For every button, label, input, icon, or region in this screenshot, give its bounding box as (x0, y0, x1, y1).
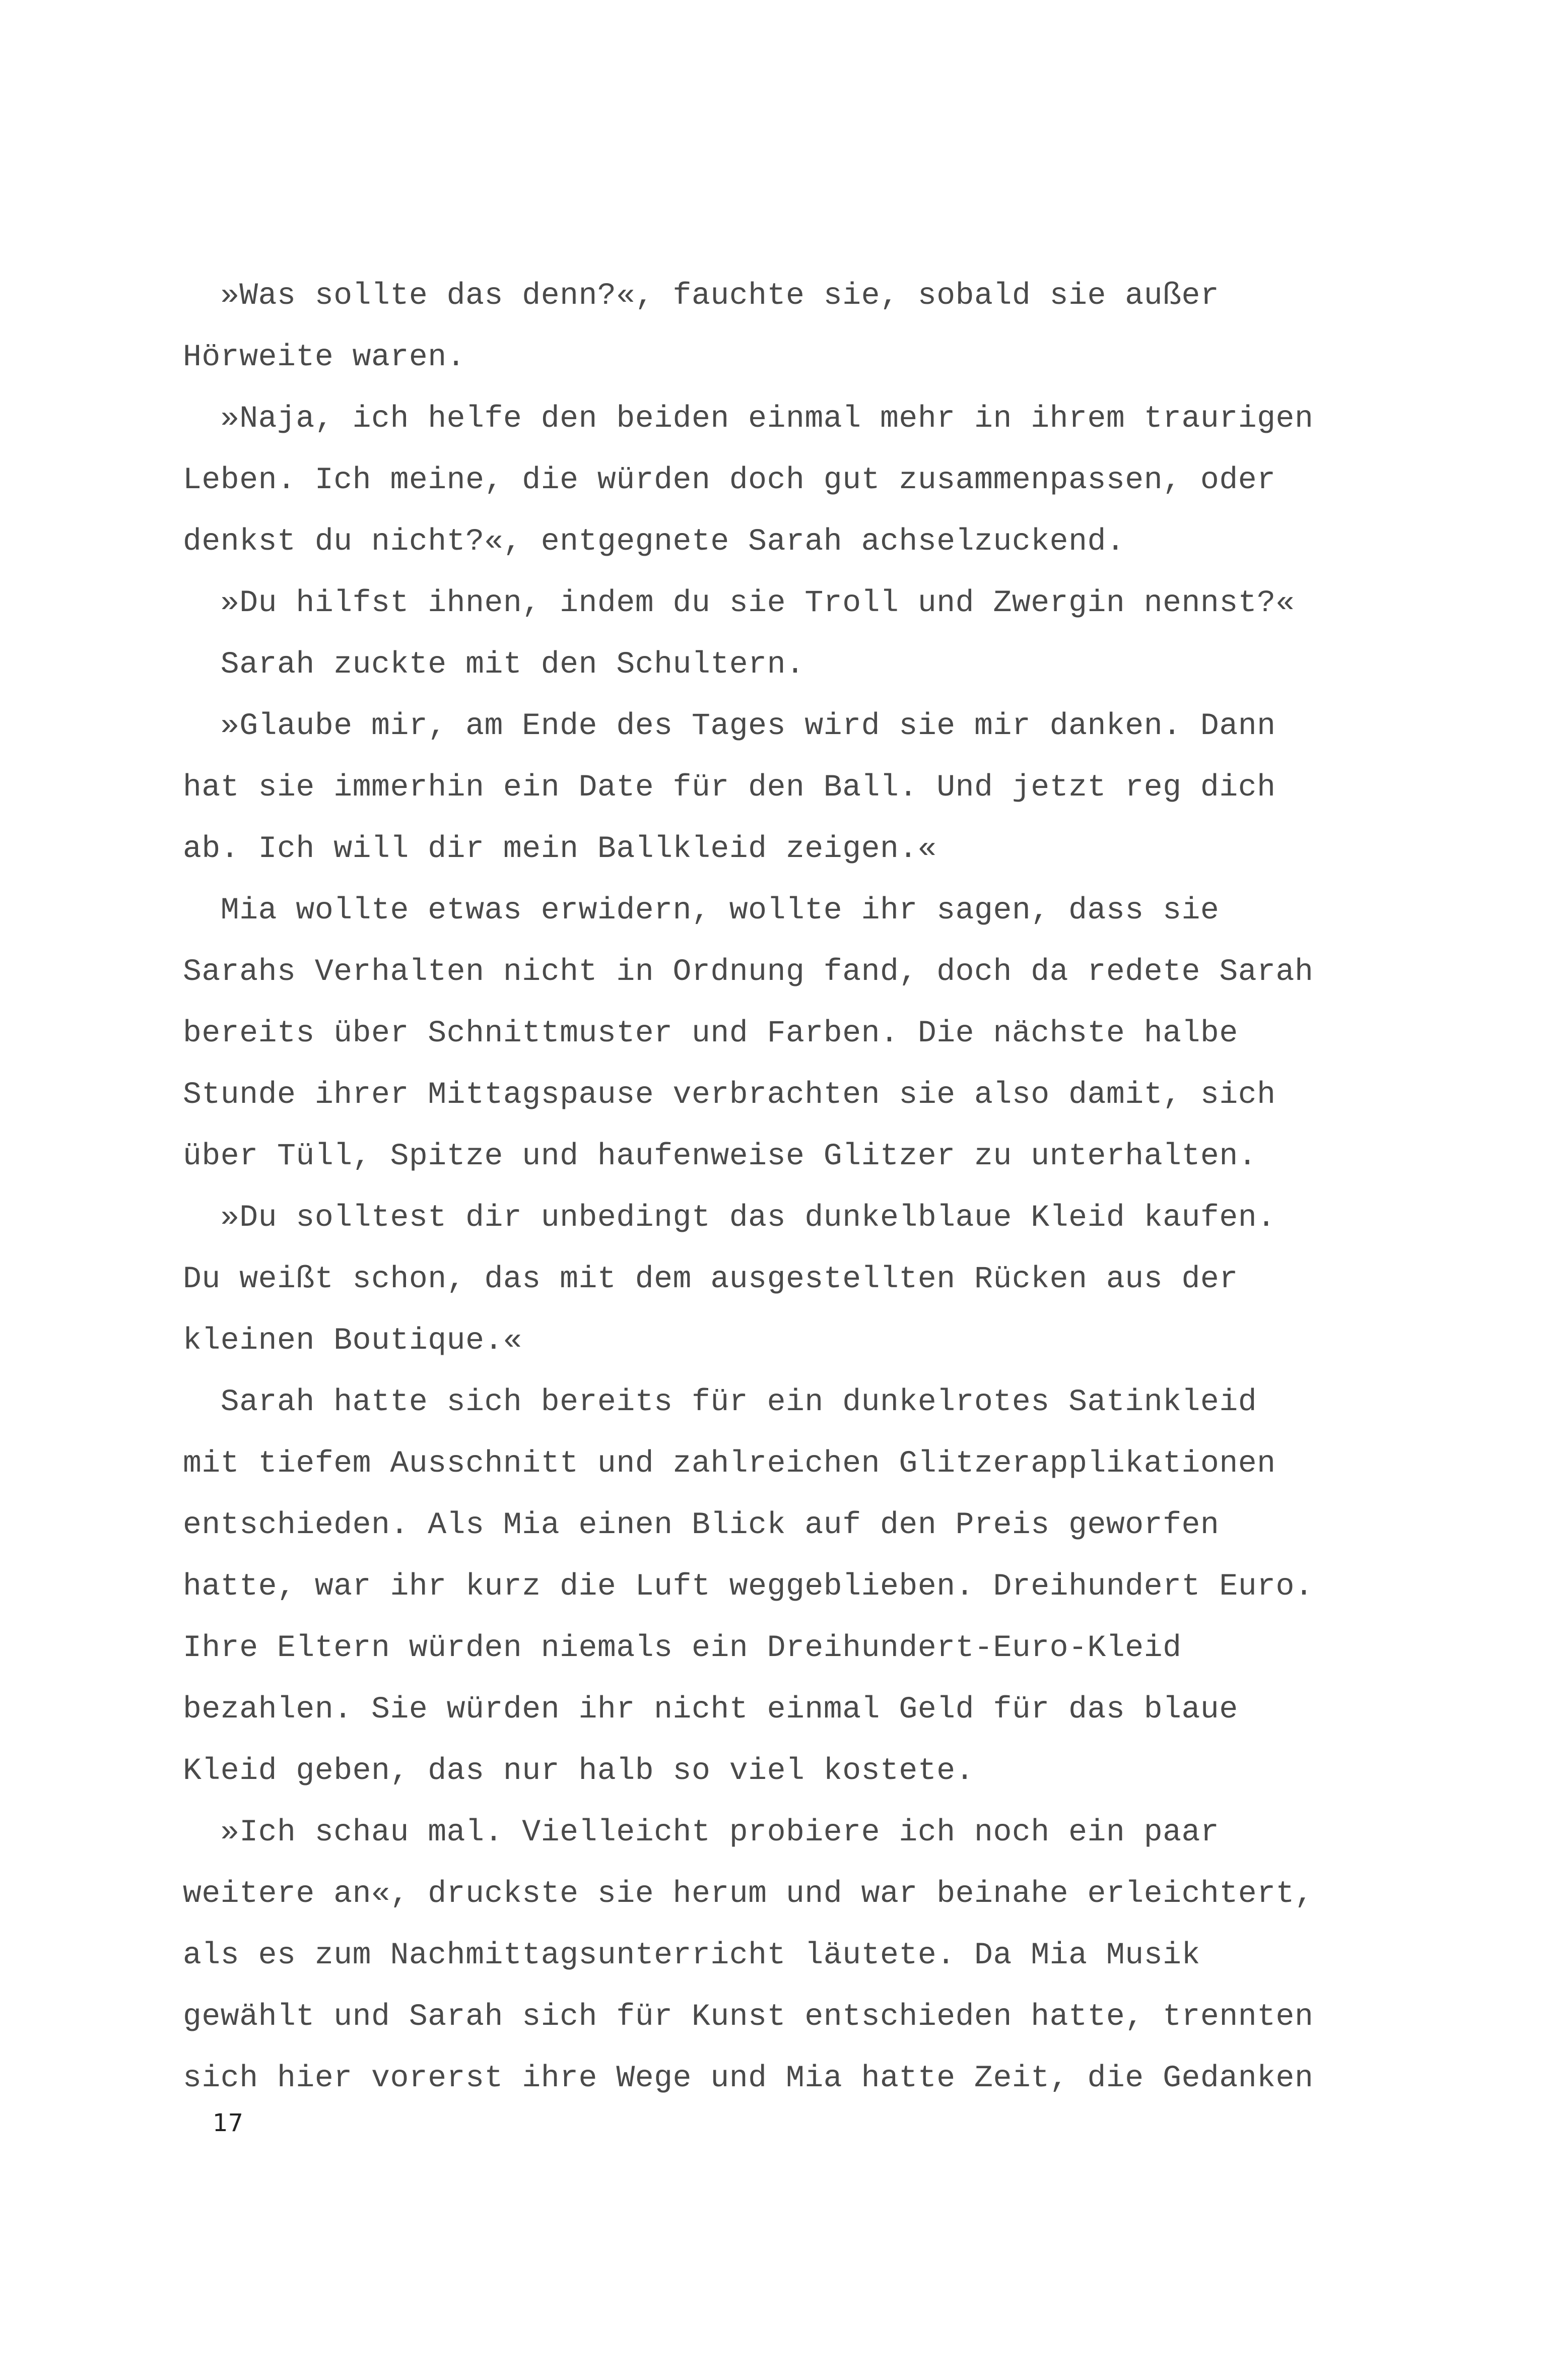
text-line: Sarahs Verhalten nicht in Ordnung fand, doch da redete Sarah (183, 955, 1314, 989)
text-line: »Naja, ich helfe den beiden einmal mehr in ihrem traurigen (183, 402, 1314, 436)
text-line: entschieden. Als Mia einen Blick auf den Preis geworfen (183, 1508, 1220, 1543)
text-line: über Tüll, Spitze und haufenweise Glitzer zu unterhalten. (183, 1139, 1257, 1174)
text-line: Sarah hatte sich bereits für ein dunkelrotes Satinkleid (183, 1385, 1257, 1420)
text-line: kleinen Boutique.« (183, 1324, 522, 1358)
text-line: sich hier vorerst ihre Wege und Mia hatte Zeit, die Gedanken (183, 2061, 1314, 2096)
text-line: Sarah zuckte mit den Schultern. (183, 647, 805, 682)
text-line: Kleid geben, das nur halb so viel kostete. (183, 1754, 975, 1789)
body-text (183, 279, 1314, 2126)
text-line: Leben. Ich meine, die würden doch gut zusammenpassen, oder (183, 463, 1276, 498)
text-line: »Du hilfst ihnen, indem du sie Troll und Zwergin nennst?« (183, 586, 1295, 621)
text-line: Stunde ihrer Mittagspause verbrachten sie also damit, sich (183, 1078, 1276, 1112)
text-line: ab. Ich will dir mein Ballkleid zeigen.« (183, 832, 937, 867)
text-line: als es zum Nachmittagsunterricht läutete. Da Mia Musik (183, 1938, 1200, 1973)
text-line: Mia wollte etwas erwidern, wollte ihr sagen, dass sie (183, 893, 1220, 928)
text-line: gewählt und Sarah sich für Kunst entschieden hatte, trennten (183, 2000, 1314, 2034)
text-line: Du weißt schon, das mit dem ausgestellten Rücken aus der (183, 1262, 1238, 1297)
text-line: »Glaube mir, am Ende des Tages wird sie mir danken. Dann (183, 709, 1276, 744)
text-line: Hörweite waren. (183, 340, 466, 375)
text-line: bereits über Schnittmuster und Farben. Die nächste halbe (183, 1016, 1238, 1051)
text-line: mit tiefem Ausschnitt und zahlreichen Glitzerapplikationen (183, 1446, 1276, 1481)
text-line: weitere an«, druckste sie herum und war beinahe erleichtert, (183, 1877, 1314, 1911)
text-line: hat sie immerhin ein Date für den Ball. Und jetzt reg dich (183, 770, 1276, 805)
text-line: bezahlen. Sie würden ihr nicht einmal Geld für das blaue (183, 1692, 1238, 1727)
text-line: denkst du nicht?«, entgegnete Sarah achselzuckend. (183, 524, 1125, 559)
page-number: 17 (213, 2109, 244, 2137)
text-line: »Ich schau mal. Vielleicht probiere ich noch ein paar (183, 1815, 1220, 1850)
text-line: »Was sollte das denn?«, fauchte sie, sobald sie außer (183, 279, 1220, 313)
text-line: Ihre Eltern würden niemals ein Dreihundert-Euro-Kleid (183, 1631, 1182, 1666)
text-line: hatte, war ihr kurz die Luft weggeblieben. Dreihundert Euro. (183, 1569, 1314, 1604)
text-line: »Du solltest dir unbedingt das dunkelblaue Kleid kaufen. (183, 1201, 1276, 1235)
